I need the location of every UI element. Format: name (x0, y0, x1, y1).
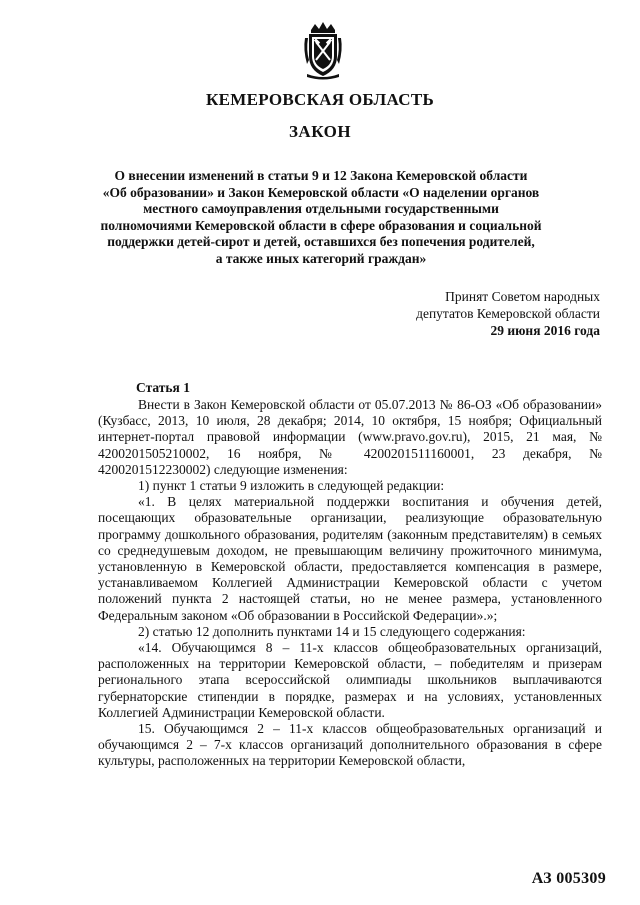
article-paragraph: 15. Обучающимся 2 – 11-х классов общеобразовательных организаций и обучающимся 2 – 7-х классов организаций дополнительного образования в сфере культуры, расположенных на территории Кемеровской области, (98, 721, 602, 769)
article-paragraph: Внести в Закон Кемеровской области от 05.07.2013 № 86-ОЗ «Об образовании» (Кузбасс, 2013, 10 июля, 28 декабря; 2014, 10 октября, 15 ноября; Официальный интернет-портал правовой информации (www.pravo.gov.ru), 2015, 21 мая, № 4200201505210002, 16 ноября, № 4200201511160001, 23 декабря, № 4200201512230002) следующие изменения: (98, 397, 602, 477)
adoption-date: 29 июня 2016 года (490, 323, 600, 338)
adoption-block (416, 288, 600, 339)
law-title-line: О внесении изменений в статьи 9 и 12 Закона Кемеровской области (114, 168, 528, 183)
region-heading: КЕМЕРОВСКАЯ ОБЛАСТЬ (206, 90, 434, 109)
coat-of-arms-icon (301, 20, 345, 80)
law-title-line: полномочиями Кемеровской области в сфере образования и социальной (100, 217, 542, 233)
document-type-heading: ЗАКОН (288, 122, 352, 141)
law-title-line: «Об образовании» и Закон Кемеровской области «О наделении органов (102, 184, 540, 200)
law-title-line: местного самоуправления отдельными государственными (143, 201, 499, 217)
adoption-line: Принят Советом народных (445, 289, 600, 304)
law-title (90, 168, 552, 268)
article-heading: Статья 1 (136, 380, 190, 395)
form-serial-number: АЗ 005309 (531, 870, 606, 887)
article-paragraph: «1. В целях материальной поддержки воспитания и обучения детей, посещающих образовательные организации, реализующие образовательную программу дошкольного образования, родителям (законным представителям) в семьях со среднедушевым доходом, не превышающим величину прожиточного минимума, установленную в Кемеровской области, предоставляется компенсация в размере, устанавливаемом Коллегией Администрации Кемеровской области с учетом положений пункта 2 настоящей статьи, но не менее размера, установленного Федеральным законом «Об образовании в Российской Федерации».»; (98, 494, 602, 623)
law-title-line: поддержки детей-сирот и детей, оставшихся без попечения родителей, (107, 234, 535, 250)
article-paragraph: 2) статью 12 дополнить пунктами 14 и 15 следующего содержания: (138, 623, 526, 639)
law-title-line: а также иных категорий граждан» (215, 250, 427, 266)
adoption-line: депутатов Кемеровской области (416, 306, 600, 321)
article-body (98, 397, 602, 770)
article-paragraph: «14. Обучающимся 8 – 11-х классов общеобразовательных организаций, расположенных на территории Кемеровской области, – победителям и призерам регионального этапа всероссийской олимпиады школьников выплачиваются губернаторские стипендии в порядке, размерах и на условиях, установленных Коллегией Администрации Кемеровской области. (98, 640, 602, 720)
article-paragraph: 1) пункт 1 статьи 9 изложить в следующей редакции: (138, 478, 445, 494)
